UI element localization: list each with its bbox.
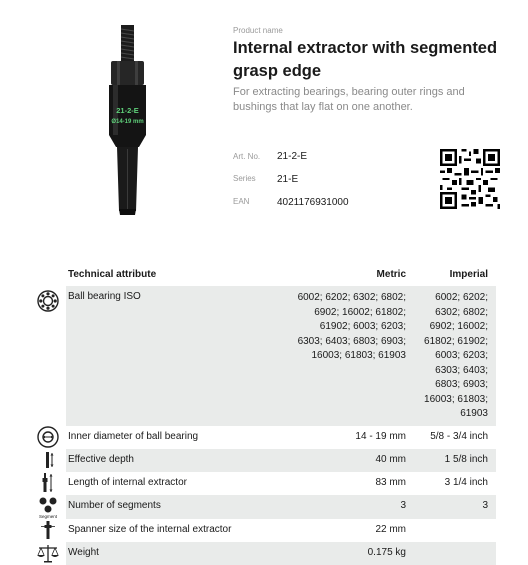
series-value: 21-E bbox=[277, 174, 299, 185]
product-description: For extracting bearings, bearing outer rings and bushings that lay flat on one another. bbox=[233, 86, 465, 113]
value-ball-bearing-metric: 6002; 6202; 6302; 6802; 6902; 16002; 61802; 61902; 6003; 6203; 6303; 6403; 6803; 6903; 16003; 61803; 61903 bbox=[296, 286, 414, 426]
spec-table bbox=[30, 264, 496, 565]
table-row bbox=[30, 519, 496, 542]
attr-weight: Weight bbox=[66, 542, 296, 565]
value-inner-diameter-metric: 14 - 19 mm bbox=[355, 430, 406, 442]
table-row bbox=[30, 472, 496, 495]
table-row bbox=[30, 286, 496, 426]
value-effective-depth-metric: 40 mm bbox=[296, 449, 414, 472]
attr-inner-diameter: Inner diameter of ball bearing bbox=[68, 430, 199, 442]
header-imperial: Imperial bbox=[449, 269, 488, 280]
page-title: Internal extractor with segmented grasp edge bbox=[233, 39, 498, 80]
attr-spanner-size: Spanner size of the internal extractor bbox=[68, 523, 232, 535]
segment-icon-label: Segment bbox=[38, 513, 58, 519]
qr-code[interactable] bbox=[440, 149, 500, 209]
attr-ball-bearing: Ball bearing ISO bbox=[66, 286, 296, 426]
value-spanner-metric: 22 mm bbox=[375, 523, 406, 535]
table-row bbox=[30, 495, 496, 519]
table-row bbox=[30, 426, 496, 449]
table-header-row bbox=[30, 264, 496, 286]
ean-label: EAN bbox=[233, 197, 250, 206]
header-metric: Metric bbox=[376, 269, 406, 280]
ean-value: 4021176931000 bbox=[277, 197, 349, 208]
value-segments-imperial: 3 bbox=[414, 495, 496, 519]
product-image bbox=[95, 25, 170, 220]
value-spanner-imperial bbox=[414, 519, 496, 542]
value-inner-diameter-imperial: 5/8 - 3/4 inch bbox=[430, 430, 488, 442]
product-marking-1: 21-2-E bbox=[116, 106, 139, 115]
table-row bbox=[30, 449, 496, 472]
ball-bearing-icon bbox=[37, 290, 59, 312]
value-weight-metric: 0.175 kg bbox=[296, 542, 414, 565]
attr-number-of-segments: Number of segments bbox=[66, 495, 296, 519]
attr-extractor-length: Length of internal extractor bbox=[68, 476, 187, 488]
value-ball-bearing-imperial: 6002; 6202; 6302; 6802; 6902; 16002; 61802; 61902; 6003; 6203; 6303; 6403; 6803; 6903; 16003; 61803; 61903 bbox=[414, 286, 496, 426]
segment-icon bbox=[36, 495, 60, 519]
value-extractor-length-metric: 83 mm bbox=[375, 476, 406, 488]
value-weight-imperial bbox=[414, 542, 496, 565]
product-marking-2: Ø14-19 mm bbox=[111, 119, 144, 125]
value-segments-metric: 3 bbox=[296, 495, 414, 519]
value-extractor-length-imperial: 3 1/4 inch bbox=[444, 476, 488, 488]
header-attribute: Technical attribute bbox=[68, 269, 157, 280]
attr-effective-depth: Effective depth bbox=[66, 449, 296, 472]
product-name-label: Product name bbox=[233, 26, 283, 35]
spanner-icon bbox=[37, 519, 59, 541]
weight-scale-icon bbox=[36, 542, 60, 564]
extractor-length-icon bbox=[37, 472, 59, 494]
value-effective-depth-imperial: 1 5/8 inch bbox=[414, 449, 496, 472]
art-no-value: 21-2-E bbox=[277, 151, 308, 162]
table-row bbox=[30, 542, 496, 565]
inner-diameter-icon bbox=[37, 426, 59, 448]
effective-depth-icon bbox=[37, 449, 59, 471]
art-no-label: Art. No. bbox=[233, 152, 261, 161]
series-label: Series bbox=[233, 174, 256, 183]
